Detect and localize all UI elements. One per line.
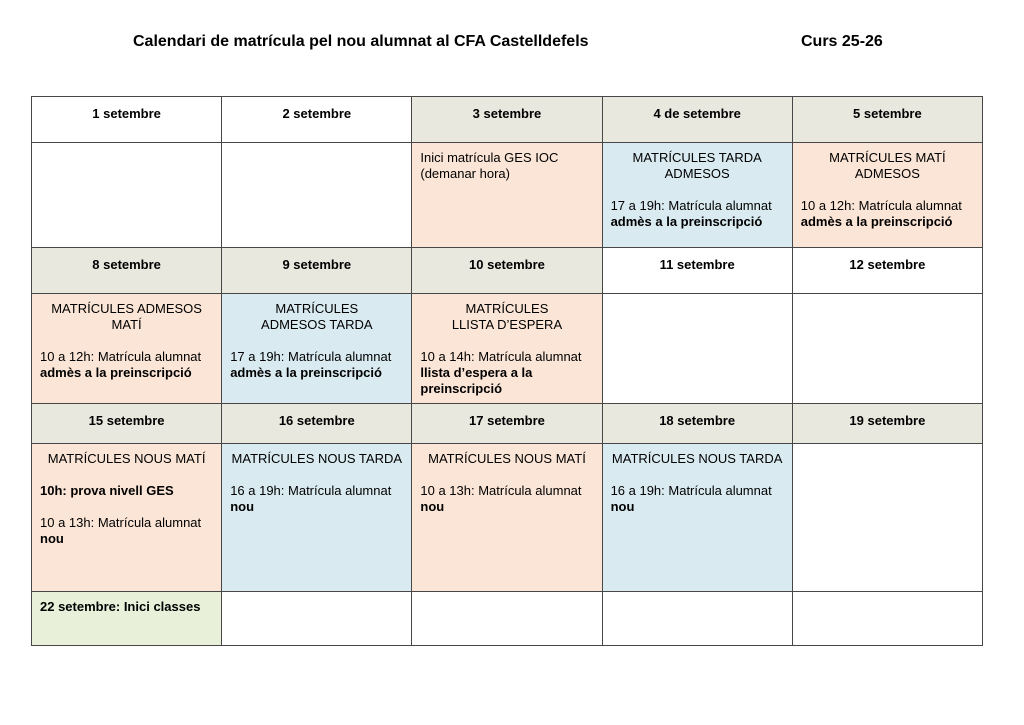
calendar-cell	[32, 294, 222, 404]
cell-paragraph: 16 a 19h: Matrícula alumnat nou	[230, 483, 392, 514]
calendar-week-row	[32, 294, 983, 404]
calendar-cell	[602, 143, 792, 248]
calendar-cell	[32, 143, 222, 248]
course-label: Curs 25-26	[801, 33, 883, 50]
cell-paragraph: 10 a 12h: Matrícula alumnat admès a la preinscripció	[800, 198, 962, 229]
cell-paragraph: 10 a 13h: Matrícula alumnat nou	[420, 483, 582, 514]
cell-title: MATRÍCULES NOUS MATÍ	[47, 451, 206, 466]
calendar-cell	[412, 143, 602, 248]
date-cell: 17 setembre	[412, 404, 602, 444]
cell-paragraph: 10 a 14h: Matrícula alumnat llista d’espera a la preinscripció	[420, 349, 582, 396]
cell-title: MATRÍCULES NOUS TARDA	[231, 451, 403, 466]
calendar-cell	[602, 444, 792, 592]
calendar-cell	[792, 294, 982, 404]
calendar-cell	[222, 294, 412, 404]
date-cell: 1 setembre	[32, 97, 222, 143]
cell-title: MATRÍCULES TARDA ADMESOS	[632, 150, 762, 181]
date-cell: 12 setembre	[792, 248, 982, 294]
enrollment-calendar-table	[31, 96, 983, 646]
date-header-row	[32, 248, 983, 294]
cell-paragraph: 22 setembre: Inici classes	[40, 599, 201, 614]
calendar-cell	[222, 143, 412, 248]
date-cell: 3 setembre	[412, 97, 602, 143]
calendar-cell	[32, 444, 222, 592]
date-cell: 11 setembre	[602, 248, 792, 294]
date-cell: 9 setembre	[222, 248, 412, 294]
date-header-row	[32, 404, 983, 444]
date-cell: 19 setembre	[792, 404, 982, 444]
date-cell: 5 setembre	[792, 97, 982, 143]
cell-paragraph: 17 a 19h: Matrícula alumnat admès a la preinscripció	[230, 349, 392, 380]
cell-title: MATRÍCULES ADMESOS TARDA	[261, 301, 373, 332]
calendar-cell	[792, 444, 982, 592]
calendar-cell	[792, 143, 982, 248]
cell-title: MATRÍCULES ADMESOS MATÍ	[51, 301, 202, 332]
cell-title: MATRÍCULES NOUS MATÍ	[428, 451, 586, 466]
date-cell: 18 setembre	[602, 404, 792, 444]
date-cell: 16 setembre	[222, 404, 412, 444]
calendar-table-body	[32, 97, 983, 646]
calendar-cell	[222, 444, 412, 592]
calendar-cell	[602, 294, 792, 404]
page-title: Calendari de matrícula pel nou alumnat al CFA Castelldefels	[133, 33, 589, 50]
date-cell: 4 de setembre	[602, 97, 792, 143]
cell-title: MATRÍCULES MATÍ ADMESOS	[829, 150, 946, 181]
calendar-cell	[32, 592, 222, 646]
cell-paragraph: 10 a 12h: Matrícula alumnat admès a la preinscripció	[40, 349, 202, 380]
date-cell: 15 setembre	[32, 404, 222, 444]
date-cell: 2 setembre	[222, 97, 412, 143]
calendar-cell	[412, 294, 602, 404]
calendar-cell	[602, 592, 792, 646]
cell-paragraph: 16 a 19h: Matrícula alumnat nou	[610, 483, 772, 514]
cell-paragraph: 10h: prova nivell GES	[40, 483, 174, 498]
calendar-cell	[792, 592, 982, 646]
cell-paragraph: Inici matrícula GES IOC (demanar hora)	[420, 150, 559, 181]
calendar-cell	[412, 592, 602, 646]
date-cell: 10 setembre	[412, 248, 602, 294]
calendar-week-row	[32, 592, 983, 646]
calendar-cell	[412, 444, 602, 592]
date-header-row	[32, 97, 983, 143]
cell-paragraph: 17 a 19h: Matrícula alumnat admès a la preinscripció	[610, 198, 772, 229]
cell-title: MATRÍCULES NOUS TARDA	[611, 451, 783, 466]
calendar-cell	[222, 592, 412, 646]
calendar-week-row	[32, 444, 983, 592]
date-cell: 8 setembre	[32, 248, 222, 294]
cell-paragraph: 10 a 13h: Matrícula alumnat nou	[40, 515, 202, 546]
cell-title: MATRÍCULES LLISTA D’ESPERA	[451, 301, 563, 332]
calendar-week-row	[32, 143, 983, 248]
